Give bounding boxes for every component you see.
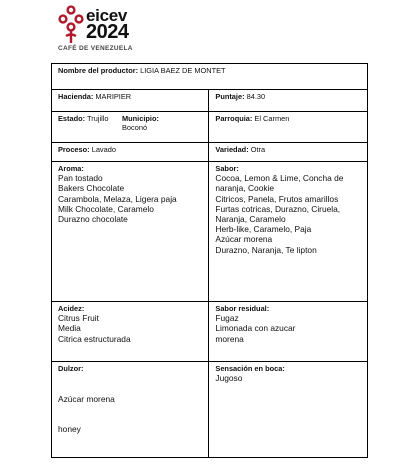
sabor-residual-line: Limonada con azucar	[215, 323, 296, 334]
dulzor-line: honey	[58, 424, 81, 435]
aroma-line: Carambola, Melaza, Ligera paja	[58, 193, 177, 204]
logo-title: eicev	[86, 6, 128, 25]
logo-subtitle: CAFÉ DE VENEZUELA	[58, 45, 133, 52]
aroma-label: Aroma:	[58, 164, 84, 173]
acidez-residual-row	[52, 302, 368, 362]
aroma-line: Durazno chocolate	[58, 214, 128, 225]
hacienda-row	[52, 90, 368, 112]
puntaje-value: 84.30	[246, 92, 266, 101]
sabor-residual-line: morena	[215, 333, 244, 344]
estado-label: Estado:	[58, 114, 86, 123]
coffee-plant-logo-icon	[58, 5, 84, 45]
sabor-line: Naranja, Caramelo	[215, 214, 286, 225]
variedad-value: Otra	[250, 145, 266, 154]
sabor-line: Citricos, Panela, Frutos amarillos	[215, 193, 339, 204]
sabor-line: naranja, Cookie	[215, 183, 275, 194]
hacienda-label: Hacienda:	[58, 92, 94, 101]
estado-municipio-cell	[52, 112, 209, 143]
producer-cell	[52, 64, 368, 90]
estado-value: Trujillo	[87, 114, 109, 123]
producer-row	[52, 64, 368, 90]
aroma-sabor-row	[52, 162, 368, 302]
puntaje-cell	[209, 90, 368, 112]
logo-year: 2024	[86, 21, 129, 43]
sabor-residual-label: Sabor residual:	[215, 304, 270, 313]
aroma-cell	[52, 162, 209, 302]
producer-value: LIGIA BAEZ DE MONTET	[140, 66, 226, 75]
dulzor-line: Azúcar morena	[58, 393, 115, 404]
acidez-label: Acidez:	[58, 304, 85, 313]
aroma-line: Bakers Chocolate	[58, 183, 125, 194]
aroma-line: Pan tostado	[58, 173, 103, 184]
acidez-cell	[52, 302, 209, 362]
acidez-line: Citrica estructurada	[58, 333, 131, 344]
sabor-line: Furtas cotricas, Durazno, Ciruela,	[215, 203, 341, 214]
variedad-cell	[209, 143, 368, 162]
dulzor-label: Dulzor:	[58, 364, 84, 373]
variedad-label: Variedad:	[215, 145, 249, 154]
municipio-label: Municipio:	[122, 114, 159, 123]
proceso-value: Lavado	[91, 145, 116, 154]
hacienda-cell	[52, 90, 209, 112]
sabor-line: Cocoa, Lemon & Lime, Concha de	[215, 173, 344, 184]
sabor-line: Azúcar morena	[215, 234, 273, 245]
sabor-line: Herb-like, Caramelo, Paja	[215, 224, 312, 235]
parroquia-value: El Carmen	[254, 114, 290, 123]
puntaje-label: Puntaje:	[215, 92, 245, 101]
sabor-line: Durazno, Naranja, Te lipton	[215, 244, 317, 255]
sensacion-cell	[209, 362, 368, 458]
cupping-sheet	[51, 63, 368, 458]
dulzor-sensacion-row	[52, 362, 368, 458]
sabor-label: Sabor:	[215, 164, 239, 173]
producer-label: Nombre del productor:	[58, 66, 139, 75]
sensacion-label: Sensación en boca:	[215, 364, 285, 373]
parroquia-label: Parroquia:	[215, 114, 253, 123]
proceso-label: Proceso:	[58, 145, 90, 154]
acidez-line: Media	[58, 323, 81, 334]
eicev-logo	[58, 5, 178, 57]
parroquia-cell	[209, 112, 368, 143]
process-row	[52, 143, 368, 162]
municipio-value: Boconó	[122, 123, 148, 133]
dulzor-cell	[52, 362, 209, 458]
sensacion-line: Jugoso	[215, 373, 243, 384]
aroma-line: Milk Chocolate, Caramelo	[58, 203, 154, 214]
hacienda-value: MARIPIER	[95, 92, 132, 101]
sabor-residual-line: Fugaz	[215, 313, 239, 324]
sabor-residual-cell	[209, 302, 368, 362]
proceso-cell	[52, 143, 209, 162]
sabor-cell	[209, 162, 368, 302]
acidez-line: Citrus Fruit	[58, 313, 99, 324]
location-row	[52, 112, 368, 143]
